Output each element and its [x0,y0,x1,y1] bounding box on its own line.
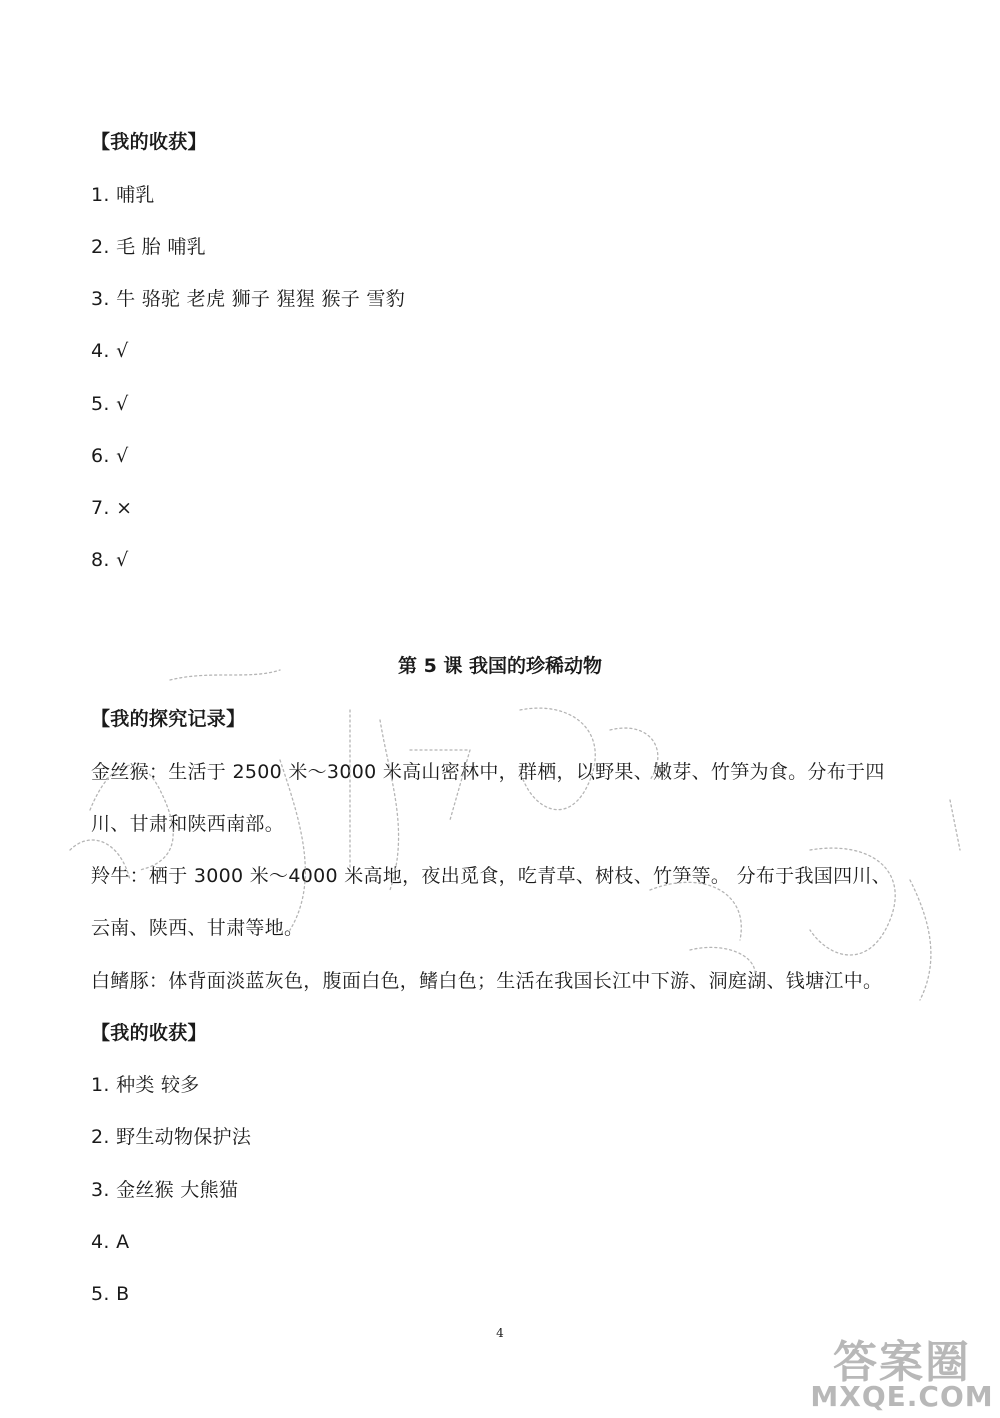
section-heading-harvest-2: 【我的收获】 [91,1022,207,1044]
section-heading-harvest: 【我的收获】 [91,131,207,153]
section-heading-explore: 【我的探究记录】 [91,708,246,730]
answer-item: 7. × [91,497,133,519]
answer-item: 2. 野生动物保护法 [91,1126,252,1148]
explore-line: 白鳍豚：体背面淡蓝灰色，腹面白色，鳍白色；生活在我国长江中下游、洞庭湖、钱塘江中。 [91,970,883,992]
answer-item: 1. 种类 较多 [91,1074,200,1096]
answer-item: 5. √ [91,393,129,415]
page-number: 4 [496,1326,504,1340]
site-logo-watermark [808,1326,996,1414]
answer-item: 8. √ [91,549,129,571]
explore-line: 金丝猴：生活于 2500 米～3000 米高山密林中，群栖，以野果、嫩芽、竹笋为食。分布于四 [91,761,885,783]
answer-item: 5. B [91,1283,130,1305]
answer-item: 4. √ [91,340,129,362]
answer-item: 4. A [91,1231,130,1253]
explore-line: 羚牛：栖于 3000 米～4000 米高地，夜出觅食，吃青草、树枝、竹笋等。 分布于我国四川、 [91,865,891,887]
explore-line: 川、甘肃和陕西南部。 [91,813,285,835]
lesson-title: 第 5 课 我国的珍稀动物 [397,655,603,677]
answer-item: 3. 金丝猴 大熊猫 [91,1179,239,1201]
logo-cn-text: 答案圈 [833,1337,971,1388]
answer-item: 3. 牛 骆驼 老虎 狮子 猩猩 猴子 雪豹 [91,288,406,310]
answer-item: 6. √ [91,445,129,467]
explore-line: 云南、陕西、甘肃等地。 [91,917,304,939]
answer-item: 2. 毛 胎 哺乳 [91,236,206,258]
answer-item: 1. 哺乳 [91,184,155,206]
logo-en-text: MXQE.COM [810,1380,994,1413]
